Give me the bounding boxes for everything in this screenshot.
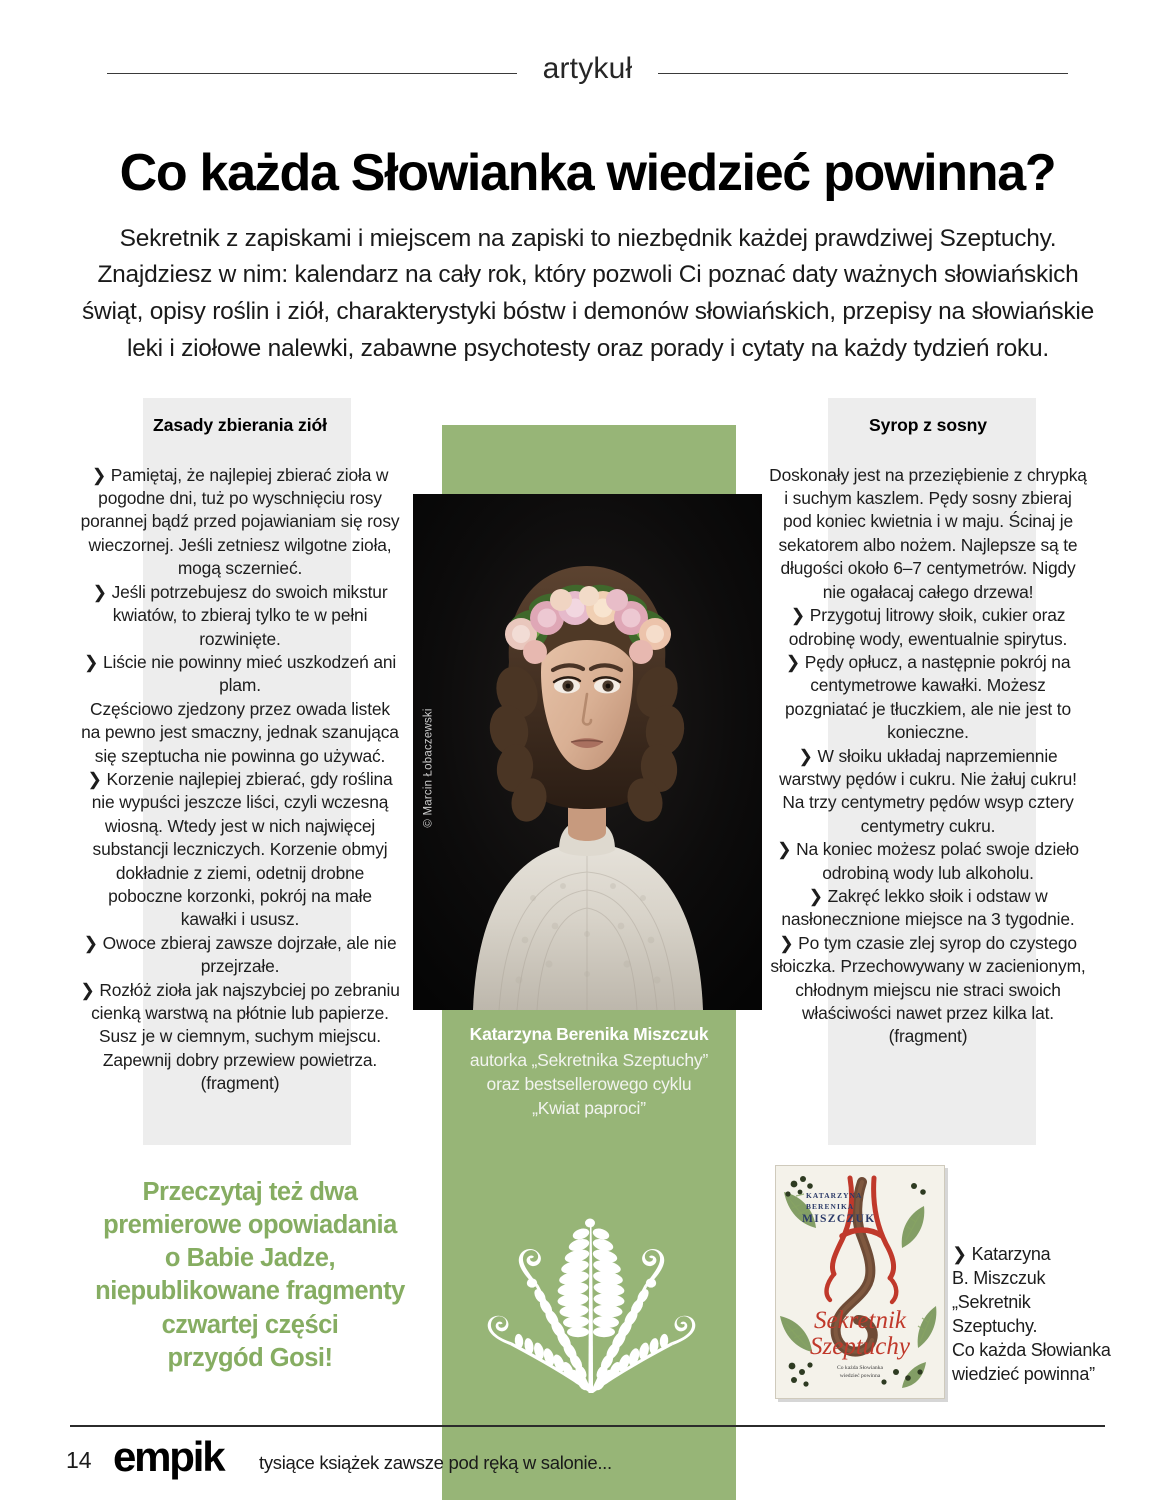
kicker-rule-right (658, 73, 1068, 74)
book-cover-figure (775, 1165, 950, 1400)
right-paragraph-1: Doskonały jest na przeziębienie z chrypką i suchym kaszlem. Pędy sosny zbieraj pod koniec kwietnia i w maju. Ścinaj je sekatorem albo nożem. Najlepsze są te długości około 6–7 centymetrów. Nigdy nie ogałacaj całego drzewa! (769, 464, 1087, 602)
book-caption-line-2: B. Miszczuk (952, 1267, 1046, 1288)
left-paragraph-1: ❯ Pamiętaj, że najlepiej zbierać zioła w pogodne dni, tuż po wyschnięciu rosy porannej bądź przed pojawianiam się rosy wieczornej. Jeśli zetniesz wilgotne zioła, mogą sczernieć. (80, 464, 400, 579)
book-caption (952, 1243, 1112, 1387)
article-kicker-row (0, 52, 1175, 88)
promo-line-1: Przeczytaj też dwa (142, 1178, 358, 1206)
right-column-heading: Syrop z sosny (869, 415, 987, 435)
cover-subtitle-line-2: wiedzieć powinna (839, 1373, 881, 1379)
empik-logo: empik (113, 1433, 224, 1480)
caption-line-2: oraz bestsellerowego cyklu (486, 1074, 692, 1095)
page-number: 14 (66, 1447, 92, 1473)
left-paragraph-3: ❯ Liście nie powinny mieć uszkodzeń ani plam. (83, 651, 397, 696)
book-caption-line-6: wiedzieć powinna” (952, 1363, 1095, 1384)
cover-title-line-1: Sekretnik (813, 1307, 907, 1334)
promo-line-2: premierowe opowiadania (103, 1211, 397, 1240)
book-cover-image (775, 1165, 945, 1399)
promo-line-4: niepublikowane fragmenty (95, 1277, 405, 1306)
left-paragraph-fragment: (fragment) (200, 1073, 280, 1094)
left-paragraph-5: ❯ Korzenie najlepiej zbierać, gdy roślina nie wypuści jeszcze liści, czyli wczesną wiosną. Wtedy jest w nich najwięcej substancji leczniczych. Korzenie obmyj dokładnie z ziemi, odetnij drobne poboczne korzonki, pokrój na małe kawałki i ususz. (87, 768, 393, 930)
left-text-column (80, 398, 400, 1096)
left-column-heading: Zasady zbierania ziół (153, 415, 327, 435)
intro-paragraph: Sekretnik z zapiskami i miejscem na zapiski to niezbędnik każdej prawdziwej Szeptuchy. Znajdziesz w nim: kalendarz na cały rok, który pozwoli Ci poznać daty ważnych słowiańskich świąt, opisy roślin i ziół, charakterystyki bóstw i demonów słowiańskich, przepisy na słowiańskie leki i ziołowe nalewki, zabawne psychotesty oraz porady i cytaty na każdy tydzień roku. (82, 224, 1094, 362)
kicker-rule-left (107, 73, 517, 74)
author-photo (413, 494, 762, 1010)
author-portrait-image (413, 494, 762, 1010)
page-title: Co każda Słowianka wiedzieć powinna? (119, 143, 1056, 202)
right-paragraph-5: ❯ Na koniec możesz polać swoje dzieło odrobiną wody lub alkoholu. (777, 839, 1079, 883)
cover-title-line-2: Szeptuchy (810, 1333, 910, 1360)
article-kicker: artykuł (542, 52, 633, 85)
right-paragraph-4: ❯ W słoiku układaj naprzemiennie warstwy pędów i cukru. Nie żałuj cukru! Na trzy centymetry pędów wsyp cztery centymetry cukru. (779, 745, 1077, 836)
right-paragraph-7: ❯ Po tym czasie zlej syrop do czystego słoiczka. Przechowywany w zacienionym, chłodnym miejscu nie straci swoich właściwości nawet przez kilka lat. (770, 932, 1086, 1023)
left-paragraph-4: Częściowo zjedzony przez owada listek na pewno jest smaczny, jednak szanująca się szeptucha nie powinna go używać. (81, 698, 399, 766)
book-caption-line-1: ❯ Katarzyna (952, 1244, 1051, 1264)
photo-caption (442, 1022, 736, 1121)
promo-callout (80, 1176, 420, 1375)
right-paragraph-fragment: (fragment) (888, 1026, 968, 1047)
right-paragraph-6: ❯ Zakręć lekko słoik i odstaw w nasłonecznione miejsce na 3 tygodnie. (781, 885, 1075, 930)
promo-line-5: czwartej części (161, 1310, 339, 1339)
promo-line-3: o Babie Jadze, (164, 1244, 336, 1273)
cover-author-line-2: BERENIKA (806, 1202, 855, 1211)
author-name: Katarzyna Berenika Miszczuk (469, 1024, 709, 1044)
photo-credit: © Marcin Łobaczewski (422, 708, 435, 828)
book-caption-line-3: „Sekretnik (952, 1291, 1031, 1312)
footer-divider (70, 1425, 1105, 1427)
book-caption-line-5: Co każda Słowianka (952, 1339, 1111, 1360)
caption-line-1: autorka „Sekretnika Szeptuchy” (469, 1050, 709, 1071)
left-paragraph-8: Susz je w ciemnym, suchym miejscu. Zapewnij dobry przewiew powietrza. (99, 1026, 381, 1070)
left-paragraph-7: ❯ Rozłóż zioła jak najszybciej po zebraniu cienką warstwą na płótnie lub papierze. (80, 979, 400, 1023)
footer-tagline: tysiące książek zawsze pod ręką w salonie... (259, 1452, 612, 1473)
cover-author-line-1: KATARZYNA (806, 1191, 863, 1200)
left-paragraph-2: ❯ Jeśli potrzebujesz do swoich mikstur kwiatów, to zbieraj tylko te w pełni rozwinięte. (92, 581, 388, 649)
fern-ornament-icon (470, 1165, 710, 1395)
right-paragraph-2: ❯ Przygotuj litrowy słoik, cukier oraz odrobinę wody, ewentualnie spirytus. (788, 605, 1068, 649)
caption-line-3: „Kwiat paproci” (532, 1098, 646, 1119)
cover-subtitle-line-1: Co każda Słowianka (837, 1365, 883, 1371)
book-cover-artwork (776, 1166, 944, 1398)
book-caption-line-4: Szeptuchy. (952, 1315, 1038, 1336)
cover-author-line-3: MISZCZUK (802, 1212, 876, 1225)
promo-line-6: przygód Gosi! (167, 1343, 333, 1372)
left-paragraph-6: ❯ Owoce zbieraj zawsze dojrzałe, ale nie przejrzałe. (83, 932, 397, 977)
right-text-column (768, 398, 1088, 1049)
right-paragraph-3: ❯ Pędy opłucz, a następnie pokrój na centymetrowe kawałki. Możesz pozgniatać je tłuczkiem, ale nie jest to konieczne. (785, 651, 1071, 743)
